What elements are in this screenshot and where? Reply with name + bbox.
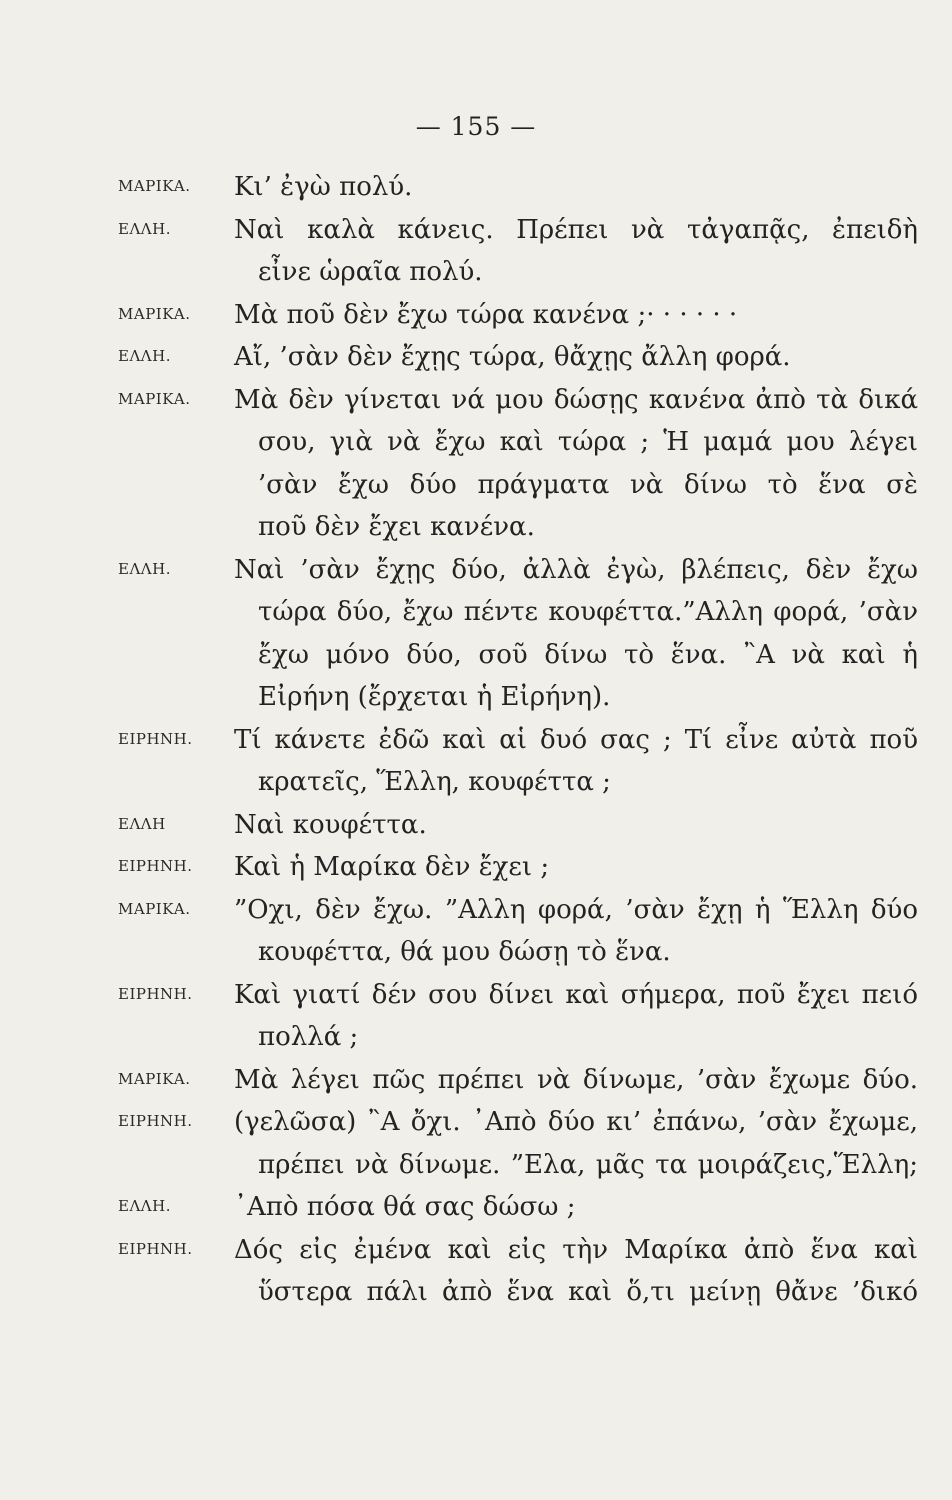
speech-line: Μὰ δὲν γίνεται νά μου δώσῃς κανένα ἀπὸ τὰ δικά [234,384,918,415]
speech-line: Ναὶ ’σὰν ἔχῃς δύο, ἀλλὰ ἐγὼ, βλέπεις, δὲν ἔχω [234,554,918,585]
dialogue-entry [118,804,918,847]
speaker-name: ΜΑΡΙΚΑ. [118,389,191,408]
speech-continuation-line: σου, γιὰ νὰ ἔχω καὶ τώρα ; Ἡ μαμά μου λέγει [258,427,918,457]
speech-line: Ναὶ κουφέττα. [234,809,427,840]
page-number: — 155 — [415,112,537,141]
speech-line: Ναὶ καλὰ κάνεις. Πρέπει νὰ τἀγαπᾷς, ἐπειδὴ [234,214,918,245]
speech-line: ᾿Απὸ πόσα θά σας δώσω ; [234,1192,576,1222]
dialogue-entry [118,549,918,719]
speech-continuation-line: κρατεῖς, Ἕλλη, κουφέττα ; [258,767,611,797]
speech-continuation-line: ὕστερα πάλι ἀπὸ ἕνα καὶ ὅ,τι μείνῃ θἄνε ’δικό [258,1277,918,1307]
speech-line: (γελῶσα) ῍Α ὄχι. ᾿Απὸ δύο κι’ ἐπάνω, ’σὰν ἔχωμε, [234,1107,918,1137]
dialogue-entry [118,166,918,209]
speaker-name: ΕΛΛΗ. [118,347,171,365]
speech-continuation-line: εἶνε ὡραῖα πολύ. [258,257,483,287]
speaker-name: ΕΙΡΗΝΗ. [118,984,193,1003]
speaker-name: ΜΑΡΙΚΑ. [118,899,191,918]
speech-line: Κι’ ἐγὼ πολύ. [234,172,413,202]
speech-line: Μὰ λέγει πῶς πρέπει νὰ δίνωμε, ’σὰν ἔχωμε δύο. [234,1064,918,1095]
dialogue-entry [118,889,918,974]
speaker-name: ΕΛΛΗ. [118,1197,171,1215]
speech-line: ”Οχι, δὲν ἔχω. ”Αλλη φορά, ’σὰν ἔχῃ ἡ Ἕλλη δύο [234,894,918,925]
dialogue-entry [118,846,918,889]
speech-line: Μὰ ποῦ δὲν ἔχω τώρα κανένα ;· · · · · · [234,299,738,330]
dialogue-entry [118,294,918,337]
dialogue-entry [118,379,918,549]
speaker-name: ΜΑΡΙΚΑ. [118,1069,191,1088]
speech-continuation-line: ποῦ δὲν ἔχει κανένα. [258,512,535,542]
speech-line: Δός εἰς ἐμένα καὶ εἰς τὴν Μαρίκα ἀπὸ ἕνα καὶ [234,1234,918,1265]
dialogue-entry [118,209,918,294]
speech-continuation-line: Εἰρήνη (ἔρχεται ἡ Εἰρήνη). [258,682,611,712]
speech-continuation-line: ἔχω μόνο δύο, σοῦ δίνω τὸ ἕνα. ῍Α νὰ καὶ ἡ [258,639,918,670]
speaker-name: ΜΑΡΙΚΑ. [118,304,191,323]
speaker-name: ΜΑΡΙΚΑ. [118,177,191,195]
speech-continuation-line: πολλά ; [258,1022,359,1052]
speaker-name: ΕΙΡΗΝΗ. [118,1112,193,1130]
speaker-name: ΕΛΛΗ. [118,559,171,578]
speech-line: Αἴ, ’σὰν δὲν ἔχῃς τώρα, θἄχῃς ἄλλη φορά. [234,342,791,372]
dialogue-entry [118,1059,918,1102]
speaker-name: ΕΛΛΗ. [118,219,171,238]
dialogue-entry [118,1186,918,1229]
dialogue-entry [118,719,918,804]
speech-continuation-line: κουφέττα, θά μου δώσῃ τὸ ἕνα. [258,937,671,967]
dialogue-entry [118,1229,918,1314]
dialogue-entry [118,974,918,1059]
speaker-name: ΕΛΛΗ [118,814,166,833]
speech-continuation-line: τώρα δύο, ἔχω πέντε κουφέττα.”Αλλη φορά, ’σὰν [258,597,918,627]
speech-continuation-line: πρέπει νὰ δίνωμε. ”Ελα, μᾶς τα μοιράζεις,Ἕλλη; [258,1149,918,1180]
speech-line: Τί κάνετε ἐδῶ καὶ αἱ δυό σας ; Τί εἶνε αὐτὰ ποῦ [234,724,918,755]
dialogue-entry [118,1101,918,1186]
speech-line: Καὶ γιατί δέν σου δίνει καὶ σήμερα, ποῦ ἔχει πειό [234,979,918,1010]
dialogue-text [118,166,918,1314]
speaker-name: ΕΙΡΗΝΗ. [118,857,193,875]
speech-line: Καὶ ἡ Μαρίκα δὲν ἔχει ; [234,852,550,882]
speaker-name: ΕΙΡΗΝΗ. [118,729,193,748]
dialogue-entry [118,336,918,379]
speaker-name: ΕΙΡΗΝΗ. [118,1239,193,1258]
speech-continuation-line: ’σὰν ἔχω δύο πράγματα νὰ δίνω τὸ ἕνα σὲ [258,469,918,500]
